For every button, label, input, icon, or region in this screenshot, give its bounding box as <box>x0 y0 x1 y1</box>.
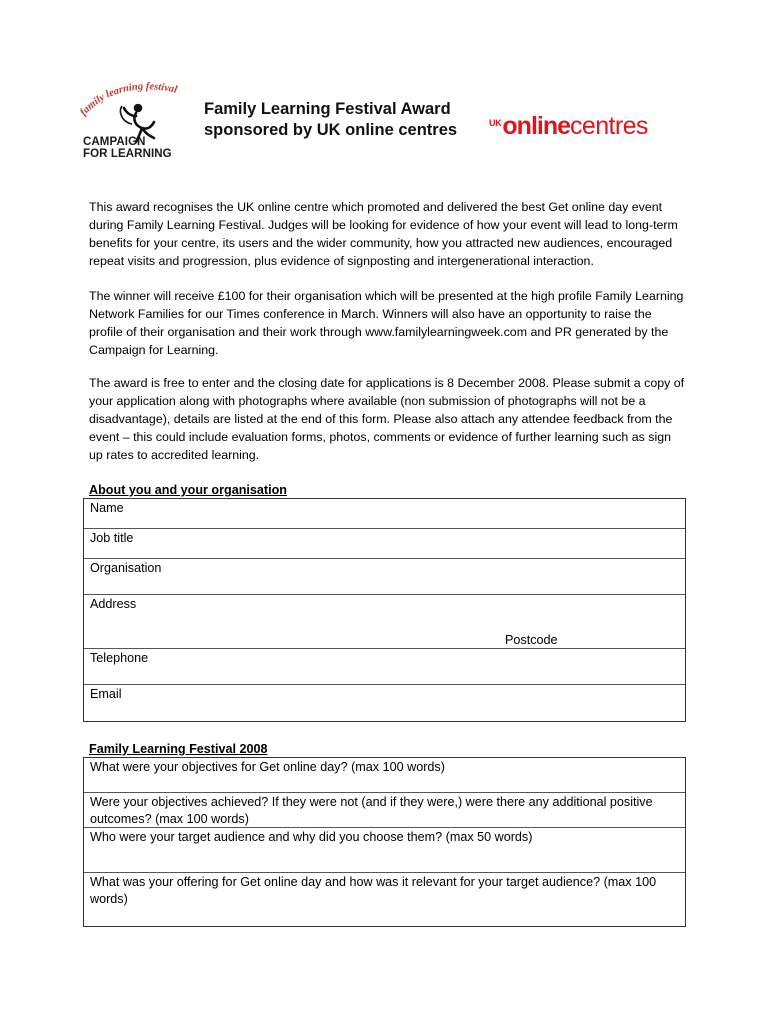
objectives-achieved-question-field[interactable] <box>84 793 685 828</box>
intro-paragraph-3: The award is free to enter and the closing date for applications is 8 December 2008. Please submit a copy of your application along with photographs where available (non submission of photographs will not be a disadvantage), details are listed at the end of this form. Please also attach any attendee feedback from the event – this could include evaluation forms, photos, comments or evidence of further learning such as sign up rates to accredited learning. <box>89 376 685 462</box>
campaign-for-learning-text <box>83 136 172 160</box>
objectives-question-field[interactable] <box>84 758 685 793</box>
postcode-label: Postcode <box>505 633 558 647</box>
organisation-field[interactable] <box>84 559 685 595</box>
logo-uk: UK <box>489 118 502 128</box>
page-title <box>204 99 457 141</box>
offering-question-label: What was your offering for Get online day and how was it relevant for your target audience? (max 100 words) <box>90 875 657 906</box>
section-festival-heading: Family Learning Festival 2008 <box>89 742 268 756</box>
intro-paragraph-1: This award recognises the UK online centre which promoted and delivered the best Get online day event during Family Learning Festival. Judges will be looking for evidence of how your event will lead to long-term benefits for your centre, its users and the wider community, how you attracted new audiences, encouraged repeat visits and progression, plus evidence of signposting and intergenerational interaction. <box>89 200 678 268</box>
address-label: Address <box>90 597 137 611</box>
logo-line-campaign: CAMPAIGN <box>83 136 146 148</box>
telephone-field[interactable] <box>84 649 685 685</box>
telephone-label: Telephone <box>90 651 149 665</box>
title-line-1: Family Learning Festival Award <box>204 100 451 118</box>
target-audience-question-field[interactable] <box>84 828 685 873</box>
title-line-2: sponsored by UK online centres <box>204 121 458 139</box>
organisation-label: Organisation <box>90 561 162 575</box>
objectives-achieved-question-label: Were your objectives achieved? If they were not (and if they were,) were there any additional positive outcomes? (max 100 words) <box>90 795 653 826</box>
objectives-question-label: What were your objectives for Get online day? (max 100 words) <box>90 760 445 774</box>
logo-line-for-learning: FOR LEARNING <box>83 148 172 160</box>
name-field[interactable] <box>84 499 685 529</box>
about-form-table <box>83 498 686 722</box>
email-field[interactable] <box>84 685 685 721</box>
email-label: Email <box>90 687 122 701</box>
intro-paragraph-2: The winner will receive £100 for their organisation which will be presented at the high profile Family Learning Network Families for our Times conference in March. Winners will also have an opportunity to raise the profile of their organisation and their work through www.familylearningweek.com and PR generated by the Campaign for Learning. <box>89 289 684 357</box>
name-label: Name <box>90 501 124 515</box>
offering-question-field[interactable] <box>84 873 685 926</box>
target-audience-question-label: Who were your target audience and why did you choose them? (max 50 words) <box>90 830 533 844</box>
section-about-heading: About you and your organisation <box>89 483 288 497</box>
festival-form-table <box>83 757 686 927</box>
logo-online: online <box>502 112 571 140</box>
logo-arc-text: family learning festival <box>78 82 179 119</box>
address-field[interactable] <box>84 595 685 649</box>
uk-online-centres-logo <box>489 110 648 140</box>
job-title-field[interactable] <box>84 529 685 559</box>
job-title-label: Job title <box>90 531 134 545</box>
logo-centres: centres <box>570 112 648 140</box>
